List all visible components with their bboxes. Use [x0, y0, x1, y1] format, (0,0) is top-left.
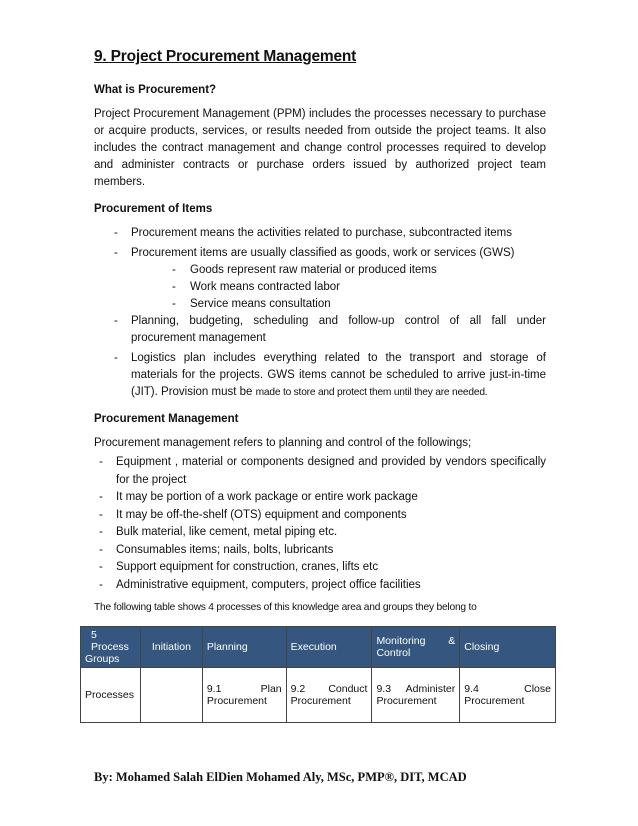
header-planning: Planning [202, 627, 286, 668]
list-item: - Planning, budgeting, scheduling and follow-up control of all fall under procurement management [114, 315, 546, 344]
document-body [94, 48, 546, 613]
definition-paragraph: Project Procurement Management (PPM) includes the processes necessary to purchase or acquire products, services, or results needed from outside the project teams. It also includes the contract management and change control processes required to develop and administer contracts or purchase orders issued by authorized project team members. [94, 108, 546, 188]
list-item: - It may be off-the-shelf (OTS) equipment and components [99, 508, 407, 521]
list-item: - Equipment , material or components designed and provided by vendors specifically for the project [99, 456, 546, 486]
items-list-continued [94, 313, 546, 401]
table-caption: The following table shows 4 processes of this knowledge area and groups they belong to [94, 602, 477, 613]
section-heading-items: Procurement of Items [94, 203, 213, 215]
section-heading-management: Procurement Management [94, 413, 239, 425]
list-item: - Consumables items; nails, bolts, lubricants [99, 543, 334, 556]
section-heading-what-is: What is Procurement? [94, 84, 217, 96]
gws-sublist [94, 262, 546, 313]
cell-monitoring: 9.3 Administer Procurement [372, 668, 460, 723]
row-label: Processes [81, 668, 141, 723]
list-item: - Bulk material, like cement, metal piping etc. [99, 526, 338, 538]
header-process-groups: 5 Process Groups [81, 627, 141, 668]
sub-list-item: - Service means consultation [172, 298, 331, 310]
sub-list-item: - Goods represent raw material or produced items [172, 264, 437, 276]
header-execution: Execution [286, 627, 372, 668]
sub-list-item: - Work means contracted labor [172, 281, 340, 293]
items-list [94, 225, 546, 262]
page-footer: By: Mohamed Salah ElDien Mohamed Aly, MSc, PMP®, DIT, MCAD [94, 770, 467, 784]
management-list [94, 454, 546, 594]
list-item: - Logistics plan includes everything related to the transport and storage of materials for the projects. GWS items cannot be scheduled to arrive just-in-time (JIT). Provision must be made to store and protect them until they are needed. [114, 352, 546, 398]
list-item: - Support equipment for construction, cranes, lifts etc [99, 561, 379, 573]
cell-initiation [140, 668, 202, 723]
process-groups-table [80, 626, 556, 723]
table-row [81, 668, 556, 723]
cell-execution: 9.2 Conduct Procurement [286, 668, 372, 723]
page-title: 9. Project Procurement Management [94, 48, 357, 65]
header-initiation: Initiation [140, 627, 202, 668]
cell-planning: 9.1 Plan Procurement [202, 668, 286, 723]
list-item: - It may be portion of a work package or entire work package [99, 491, 418, 503]
management-intro: Procurement management refers to planning and control of the followings; [94, 437, 472, 449]
table-header-row [81, 627, 556, 668]
cell-closing: 9.4 Close Procurement [460, 668, 556, 723]
list-item: - Procurement items are usually classified as goods, work or services (GWS) [114, 247, 515, 259]
list-item: - Administrative equipment, computers, project office facilities [99, 578, 421, 591]
header-closing: Closing [460, 627, 556, 668]
header-monitoring-control: Monitoring & Control [372, 627, 460, 668]
list-item: - Procurement means the activities related to purchase, subcontracted items [114, 227, 512, 239]
